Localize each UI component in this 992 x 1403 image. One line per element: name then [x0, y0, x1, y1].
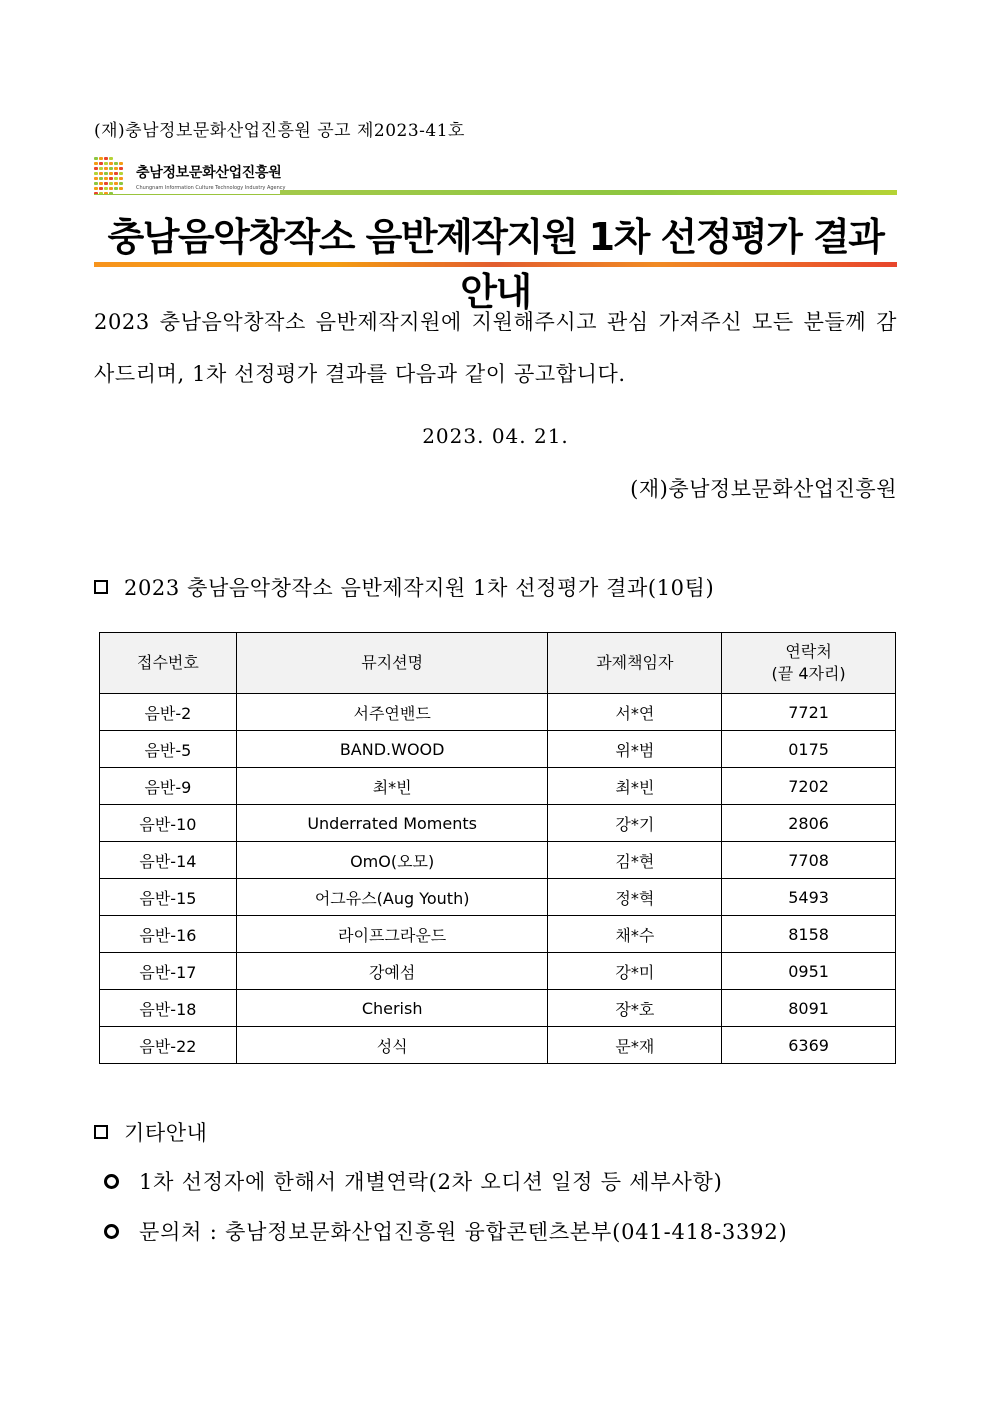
other-section-title: 기타안내 [124, 1121, 208, 1145]
cell-receipt-no: 음반-14 [100, 842, 237, 879]
cell-musician: OmO(오모) [236, 842, 548, 879]
other-section-heading [94, 1117, 208, 1147]
cell-contact: 0951 [722, 953, 896, 990]
cell-musician: Underrated Moments [236, 805, 548, 842]
notice-number: (재)충남정보문화산업진흥원 공고 제2023-41호 [94, 121, 465, 141]
cell-musician: BAND.WOOD [236, 731, 548, 768]
table-row [100, 916, 896, 953]
table-row [100, 990, 896, 1027]
cell-musician: 강예섬 [236, 953, 548, 990]
cell-receipt-no: 음반-10 [100, 805, 237, 842]
cell-contact: 5493 [722, 879, 896, 916]
cell-contact: 2806 [722, 805, 896, 842]
result-section-heading [94, 572, 714, 602]
result-table [99, 632, 896, 1064]
table-row [100, 694, 896, 731]
cell-contact: 8091 [722, 990, 896, 1027]
cell-contact: 7708 [722, 842, 896, 879]
cell-musician: Cherish [236, 990, 548, 1027]
issuer-name: (재)충남정보문화산업진흥원 [630, 477, 897, 501]
cell-manager: 위*범 [548, 731, 722, 768]
title-underline-bar [94, 262, 897, 267]
cell-receipt-no: 음반-15 [100, 879, 237, 916]
table-row [100, 879, 896, 916]
intro-paragraph: 2023 충남음악창작소 음반제작지원에 지원해주시고 관심 가져주신 모든 분들께 감사드리며, 1차 선정평가 결과를 다음과 같이 공고합니다. [94, 310, 897, 386]
table-row [100, 768, 896, 805]
cell-manager: 김*현 [548, 842, 722, 879]
info-item [104, 1216, 788, 1246]
cell-musician: 서주연밴드 [236, 694, 548, 731]
info-item-text: 문의처 : 충남정보문화산업진흥원 융합콘텐츠본부(041-418-3392) [139, 1220, 788, 1244]
col-header-manager: 과제책임자 [548, 633, 722, 694]
table-row [100, 953, 896, 990]
cell-receipt-no: 음반-5 [100, 731, 237, 768]
cell-manager: 강*미 [548, 953, 722, 990]
cell-receipt-no: 음반-17 [100, 953, 237, 990]
logo-name-ko: 충남정보문화산업진흥원 [136, 164, 282, 181]
logo-mark-icon [94, 157, 128, 195]
cell-receipt-no: 음반-2 [100, 694, 237, 731]
cell-receipt-no: 음반-22 [100, 1027, 237, 1064]
col-header-receipt-no: 접수번호 [100, 633, 237, 694]
table-header-row [100, 633, 896, 694]
col-header-contact [722, 633, 896, 694]
cell-manager: 강*기 [548, 805, 722, 842]
square-bullet-icon [94, 580, 108, 594]
cell-contact: 6369 [722, 1027, 896, 1064]
cell-musician: 성식 [236, 1027, 548, 1064]
page-title: 충남음악창작소 음반제작지원 1차 선정평가 결과안내 [107, 215, 884, 314]
cell-manager: 서*연 [548, 694, 722, 731]
col-header-contact-line1: 연락처 [785, 642, 832, 661]
cell-manager: 정*혁 [548, 879, 722, 916]
cell-contact: 8158 [722, 916, 896, 953]
header-green-rule [280, 190, 897, 195]
cell-receipt-no: 음반-9 [100, 768, 237, 805]
result-section-title: 2023 충남음악창작소 음반제작지원 1차 선정평가 결과(10팀) [124, 576, 715, 600]
cell-contact: 7202 [722, 768, 896, 805]
cell-receipt-no: 음반-18 [100, 990, 237, 1027]
announcement-date: 2023. 04. 21. [422, 424, 569, 448]
table-row [100, 805, 896, 842]
org-logo [94, 156, 286, 196]
info-item-text: 1차 선정자에 한해서 개별연락(2차 오디션 일정 등 세부사항) [139, 1170, 723, 1194]
info-item [104, 1166, 723, 1196]
table-row [100, 842, 896, 879]
table-row [100, 1027, 896, 1064]
cell-manager: 문*재 [548, 1027, 722, 1064]
cell-manager: 최*빈 [548, 768, 722, 805]
cell-musician: 어그유스(Aug Youth) [236, 879, 548, 916]
cell-contact: 7721 [722, 694, 896, 731]
cell-manager: 장*호 [548, 990, 722, 1027]
cell-receipt-no: 음반-16 [100, 916, 237, 953]
header-thin-rule [94, 194, 280, 195]
circle-bullet-icon [104, 1224, 119, 1239]
cell-contact: 0175 [722, 731, 896, 768]
circle-bullet-icon [104, 1174, 119, 1189]
cell-musician: 최*빈 [236, 768, 548, 805]
col-header-contact-line2: (끝 4자리) [771, 664, 846, 683]
square-bullet-icon [94, 1125, 108, 1139]
cell-manager: 채*수 [548, 916, 722, 953]
logo-name-en: Chungnam Information Culture Technology Industry Agency [136, 184, 286, 191]
col-header-musician: 뮤지션명 [236, 633, 548, 694]
cell-musician: 라이프그라운드 [236, 916, 548, 953]
table-row [100, 731, 896, 768]
